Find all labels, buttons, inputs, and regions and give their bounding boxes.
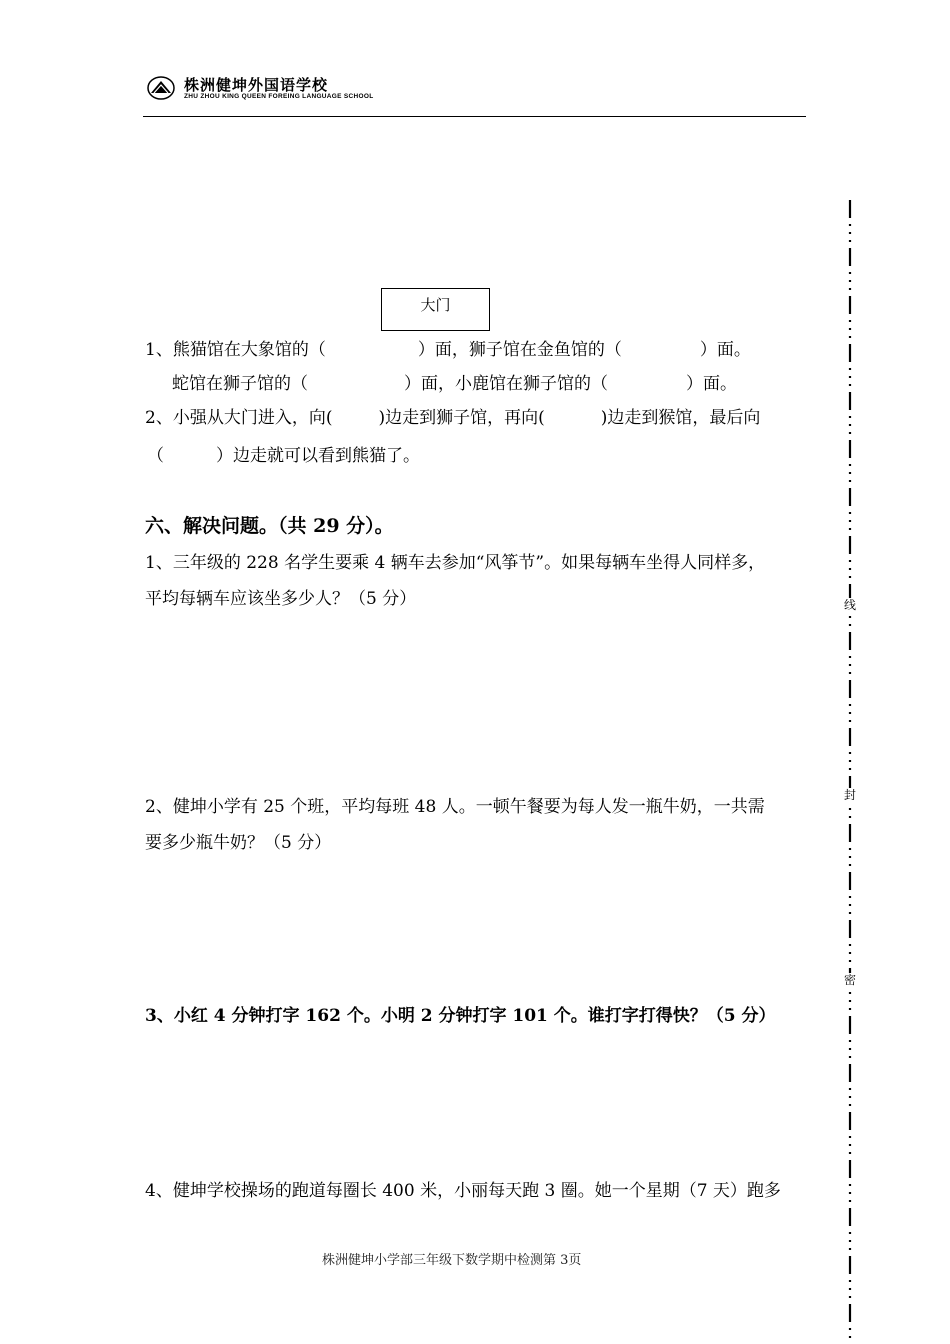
question-1-text-b: ）面，狮子馆在金鱼馆的（ <box>417 340 622 360</box>
problem-1-line-2: 平均每辆车应该坐多少人？（5 分） <box>145 589 417 609</box>
question-2-text-c: )边走到猴馆，最后向 <box>600 408 761 428</box>
problem-3-line-1: 3、小红 4 分钟打字 162 个。小明 2 分钟打字 101 个。谁打字打得快？（5 分） <box>145 1006 776 1026</box>
question-2-text-b: )边走到狮子馆，再向( <box>378 408 545 428</box>
school-name: 株洲健坤外国语学校 <box>184 76 329 94</box>
question-1-text-a: 1、熊猫馆在大象馆的（ <box>145 340 326 360</box>
question-1-text-d: 蛇馆在狮子馆的（ <box>172 374 308 394</box>
school-logo-icon <box>147 76 175 100</box>
question-1-text-f: ）面。 <box>686 374 737 394</box>
binding-margin-line <box>840 200 860 1344</box>
problem-2-line-2: 要多少瓶牛奶？（5 分） <box>145 833 332 853</box>
section-title: 六、解决问题。（共 29 分）。 <box>145 515 394 537</box>
problem-4-line-1: 4、健坤学校操场的跑道每圈长 400 米，小丽每天跑 3 圈。她一个星期（7 天）跑多 <box>145 1181 781 1201</box>
question-2-line-2 <box>147 441 420 466</box>
margin-label-line: 线 <box>843 598 856 612</box>
question-2-text-e: ）边走就可以看到熊猫了。 <box>216 446 420 466</box>
question-1-line-2 <box>172 369 737 394</box>
question-1-text-e: ）面，小鹿馆在狮子馆的（ <box>404 374 608 394</box>
question-1-line-1 <box>145 335 751 360</box>
page-footer: 株洲健坤小学部三年级下数学期中检测第 3页 <box>322 1253 582 1268</box>
problem-2-line-1: 2、健坤小学有 25 个班，平均每班 48 人。一顿午餐要为每人发一瓶牛奶，一共需 <box>145 797 765 817</box>
question-2-text-a: 2、小强从大门进入，向( <box>145 408 333 428</box>
margin-label-secret: 密 <box>843 973 856 987</box>
question-2-text-d: （ <box>147 446 164 466</box>
question-2-line-1 <box>145 403 760 428</box>
school-name-english: ZHU ZHOU KING QUEEN FOREING LANGUAGE SCHOOL <box>184 93 374 100</box>
map-gate-label: 大门 <box>420 296 451 314</box>
question-1-text-c: ）面。 <box>699 340 751 360</box>
header-divider <box>143 116 806 117</box>
problem-1-line-1: 1、三年级的 228 名学生要乘 4 辆车去参加“风筝节”。如果每辆车坐得人同样多， <box>145 553 766 573</box>
margin-label-seal: 封 <box>843 788 856 802</box>
